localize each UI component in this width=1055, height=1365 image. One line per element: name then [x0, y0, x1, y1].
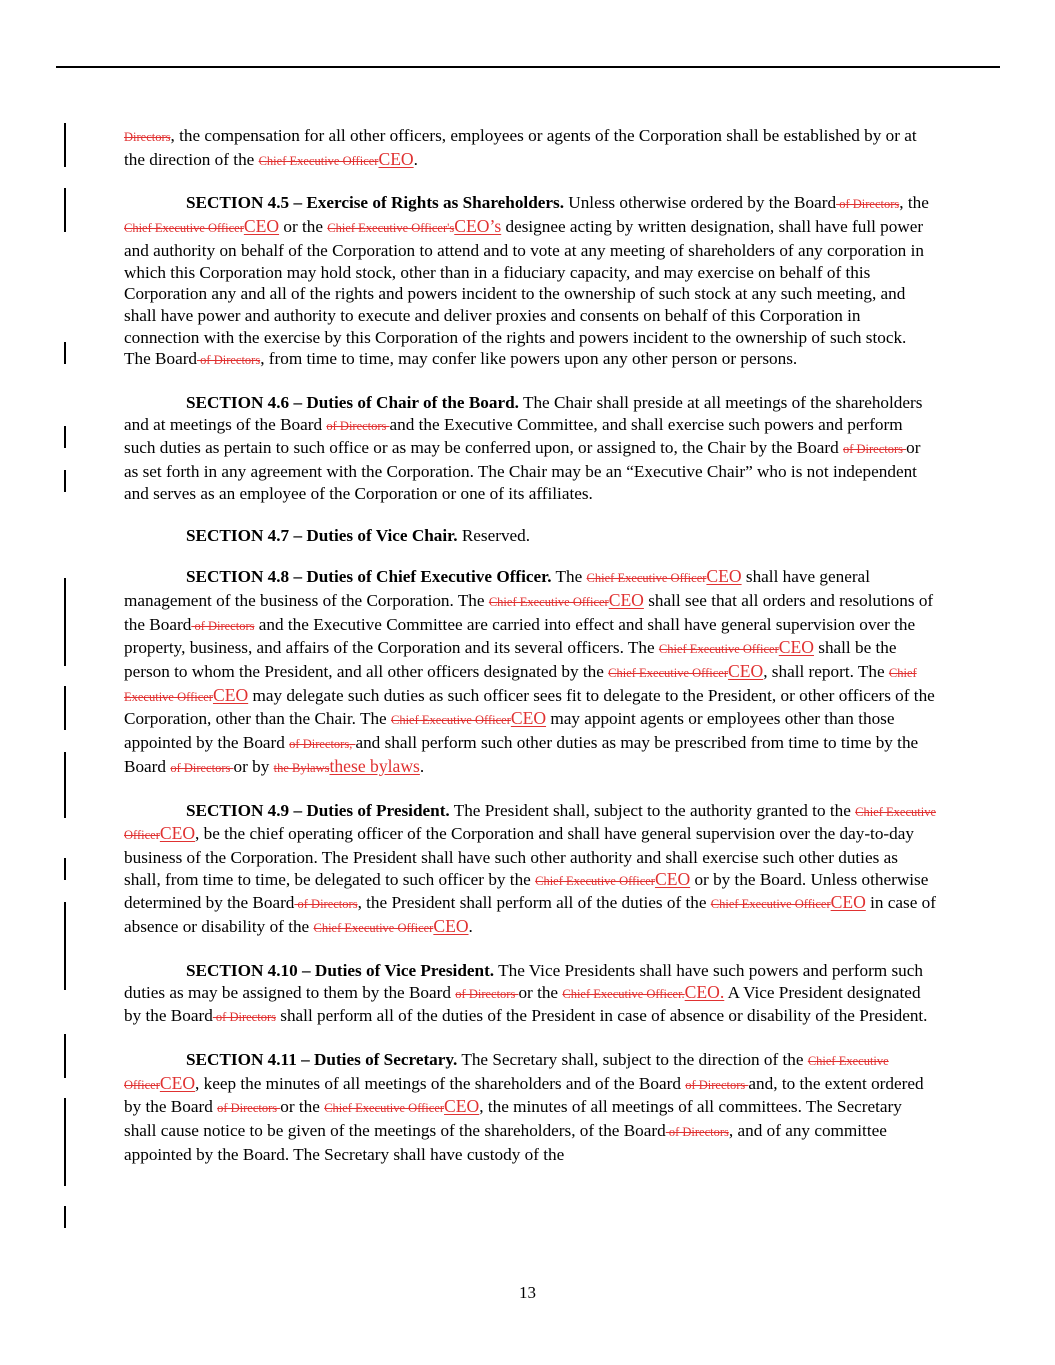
- deleted-text: Chief Executive Officer: [124, 666, 917, 704]
- section-4-10: [124, 960, 936, 1029]
- body-text: or as set forth in any agreement with the Corporation. The Chair may be an “Executive Chair” who is not independent and serves as an employee of the Corporation or one of its affiliates.: [124, 438, 921, 503]
- body-text: shall perform all of the duties of the President in case of absence or disability of the President.: [275, 1006, 928, 1026]
- change-bar: [64, 902, 66, 990]
- body-text: or the: [280, 1097, 325, 1117]
- deleted-text: of Directors: [191, 618, 255, 633]
- body-text: The Vice Presidents shall have such powers and perform such duties as may be assigned to them by the Board: [124, 960, 923, 1002]
- body-text: .: [419, 756, 425, 776]
- deleted-text: the Bylaws: [273, 760, 330, 775]
- body-text: Reserved.: [457, 525, 531, 545]
- inserted-text: CEO: [510, 708, 547, 729]
- section-4-6: [124, 392, 936, 505]
- change-bar: [64, 686, 66, 730]
- document-body: [124, 125, 936, 1185]
- deleted-text: Directors: [124, 130, 171, 144]
- body-text: may delegate such duties as such officer sees fit to delegate to the President, or other officers of the Corporation, other than the Chair. The: [124, 685, 935, 729]
- body-text: may appoint agents or employees other than those appointed by the Board: [124, 709, 895, 753]
- section-heading: SECTION 4.11 – Duties of Secretary.: [186, 1049, 458, 1069]
- body-text: , and of any committee appointed by the Board. The Secretary shall have custody of the: [124, 1121, 887, 1164]
- inserted-text: CEO: [830, 892, 866, 913]
- body-text: , keep the minutes of all meetings of the shareholders and of the Board: [195, 1073, 686, 1093]
- change-bar: [64, 188, 66, 232]
- deleted-text: Chief Executive Officer: [124, 804, 937, 843]
- body-text: designee acting by written designation, shall have full power and authority on behalf of the Corporation to attend and to vote at any meeting of shareholders of any corporation in which this Corporation may hold stock, other than in a fiduciary capacity, and may exercise on behalf of this Corporation any and all of the rights and powers incident to the ownership of such stock at any such meeting, and shall have power and authority to execute and deliver proxies and consents on behalf of this Corporation in connection with the exercise by this Corporation of the rights and powers incident to the ownership of such stock. The Board: [124, 217, 924, 369]
- deleted-text: Chief Executive Officer: [324, 1101, 445, 1116]
- section-heading: SECTION 4.9 – Duties of President.: [186, 800, 450, 820]
- deleted-text: Chief Executive Officer: [258, 153, 379, 168]
- deleted-text: Chief Executive Officer: [586, 571, 707, 586]
- body-text: or by: [233, 756, 274, 776]
- inserted-text: CEO: [212, 684, 249, 705]
- deleted-text: of Directors: [842, 442, 907, 457]
- body-text: shall see that all orders and resolutions of the Board: [124, 590, 934, 634]
- change-bar: [64, 470, 66, 492]
- body-text: , be the chief operating officer of the Corporation and shall have general supervision over the day-to-day business of the Corporation. The President shall have such other authority and shall exercise such other duties as shall, from time to time, be delegated to such officer by the: [124, 824, 914, 889]
- section-4-7: [124, 525, 936, 547]
- body-text: The: [551, 567, 587, 587]
- body-text: and, to the extent ordered by the Board: [124, 1073, 924, 1117]
- deleted-text: Chief Executive Officer: [124, 1053, 889, 1092]
- page-number: 13: [519, 1283, 536, 1302]
- inserted-text: CEO: [378, 148, 414, 169]
- section-heading: SECTION 4.10 – Duties of Vice President.: [186, 960, 495, 980]
- section-heading: SECTION 4.6 – Duties of Chair of the Board.: [186, 393, 519, 413]
- deleted-text: of Directors,: [289, 737, 356, 752]
- inserted-text: CEO: [159, 823, 196, 844]
- inserted-text: CEO: [778, 637, 814, 658]
- deleted-text: Chief Executive Officer: [710, 897, 831, 912]
- inserted-text: CEO: [433, 916, 469, 937]
- section-heading: SECTION 4.8 – Duties of Chief Executive Officer.: [186, 567, 552, 587]
- deleted-text: Chief Executive Officer: [391, 713, 511, 728]
- deleted-text: of Directors: [197, 353, 261, 368]
- inserted-text: CEO: [243, 216, 280, 237]
- deleted-text: of Directors: [294, 897, 358, 912]
- deleted-text: Chief Executive Officer: [313, 921, 434, 936]
- change-bar: [64, 752, 66, 818]
- inserted-text: CEO.: [684, 981, 725, 1002]
- change-bar: [64, 1206, 66, 1228]
- deleted-text: Chief Executive Officer: [535, 873, 655, 888]
- section-4-5: [124, 192, 936, 372]
- body-text: Unless otherwise ordered by the Board: [564, 193, 837, 213]
- body-text: shall have general management of the business of the Corporation. The: [124, 567, 870, 610]
- inserted-text: CEO: [706, 566, 742, 587]
- deleted-text: of Directors: [170, 760, 234, 775]
- body-text: and the Executive Committee, and shall exercise such powers and perform such duties as pertain to such office or as may be conferred upon, or assigned to, the Chair by the Board: [124, 414, 903, 458]
- body-text: in case of absence or disability of the: [124, 893, 936, 937]
- deleted-text: of Directors: [326, 418, 390, 433]
- deleted-text: of Directors: [685, 1077, 749, 1092]
- inserted-text: CEO’s: [454, 216, 502, 237]
- change-bar: [64, 123, 66, 167]
- deleted-text: of Directors: [217, 1101, 281, 1116]
- section-heading: SECTION 4.5 – Exercise of Rights as Shareholders.: [186, 193, 564, 213]
- change-bar: [64, 342, 66, 364]
- body-text: , the: [899, 193, 929, 213]
- paragraph-continued: [124, 125, 936, 172]
- section-4-9: [124, 800, 936, 940]
- body-text: The Chair shall preside at all meetings of the shareholders and at meetings of the Board: [124, 393, 923, 434]
- deleted-text: Chief Executive Officer: [488, 594, 609, 609]
- body-text: .: [468, 917, 473, 937]
- header-rule: [56, 66, 1000, 68]
- deleted-text: of Directors: [455, 986, 519, 1001]
- body-text: , from time to time, may confer like powers upon any other person or persons.: [260, 349, 798, 369]
- body-text: or the: [518, 982, 563, 1002]
- body-text: The President shall, subject to the authority granted to the: [449, 800, 856, 820]
- body-text: and shall perform such other duties as may be prescribed from time to time by the Board: [124, 733, 919, 776]
- inserted-text: CEO: [654, 868, 691, 889]
- deleted-text: of Directors: [212, 1010, 276, 1025]
- deleted-text: Chief Executive Officer: [658, 642, 779, 657]
- deleted-text: Chief Executive Officer: [608, 666, 729, 681]
- inserted-text: these bylaws: [329, 755, 420, 776]
- body-text: and the Executive Committee are carried into effect and shall have general supervision over the property, business, and affairs of the Corporation and its several officers. The: [124, 614, 916, 658]
- body-text: The Secretary shall, subject to the direction of the: [457, 1049, 808, 1069]
- body-text: or by the Board. Unless otherwise determined by the Board: [124, 869, 929, 913]
- change-bar: [64, 1034, 66, 1078]
- change-bar: [64, 578, 66, 666]
- body-text: A Vice President designated by the Board: [124, 982, 921, 1026]
- change-bar: [64, 858, 66, 880]
- change-bar: [64, 1098, 66, 1186]
- body-text: , the President shall perform all of the duties of the: [357, 893, 711, 913]
- body-text: , the compensation for all other officers, employees or agents of the Corporation shall be established by or at the direction of the: [124, 126, 917, 169]
- body-text: shall be the person to whom the President, and all other officers designated by the: [124, 638, 897, 682]
- body-text: or the: [279, 217, 328, 237]
- body-text: .: [413, 149, 418, 169]
- inserted-text: CEO: [444, 1096, 480, 1117]
- deleted-text: of Directors: [665, 1125, 729, 1140]
- deleted-text: Chief Executive Officer.: [562, 986, 685, 1001]
- change-bar: [64, 426, 66, 448]
- section-heading: SECTION 4.7 – Duties of Vice Chair.: [186, 525, 458, 545]
- deleted-text: Chief Executive Officer's: [327, 221, 455, 236]
- deleted-text: Chief Executive Officer: [124, 221, 244, 236]
- section-4-8: [124, 566, 936, 779]
- inserted-text: CEO: [728, 661, 764, 682]
- deleted-text: of Directors: [836, 197, 900, 212]
- section-4-11: [124, 1049, 936, 1166]
- body-text: , the minutes of all meetings of all committees. The Secretary shall cause notice to be given of the meetings of the shareholders, of the Board: [124, 1097, 902, 1141]
- inserted-text: CEO: [159, 1072, 196, 1093]
- body-text: , shall report. The: [763, 662, 889, 682]
- inserted-text: CEO: [608, 589, 644, 610]
